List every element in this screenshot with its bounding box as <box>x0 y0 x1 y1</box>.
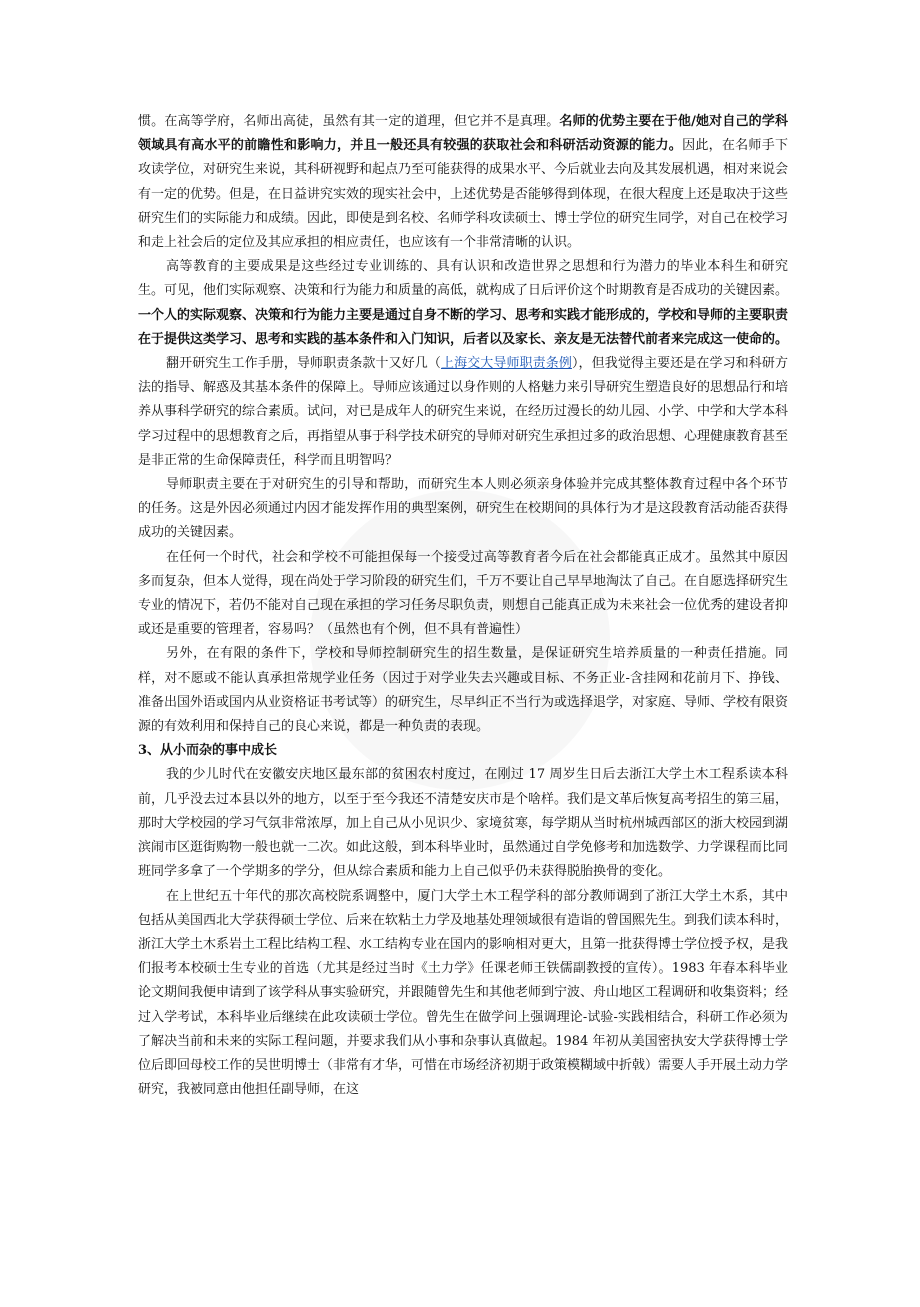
paragraph: 另外，在有限的条件下，学校和导师控制研究生的招生数量，是保证研究生培养质量的一种责任措施。同样，对不愿或不能认真承担常规学业任务（因过于对学业失去兴趣或目标、不务正业-含挂网和花前月下、挣钱、准备出国外语或国内从业资格证书考试等）的研究生，尽早纠正不当行为或选择退学，对家庭、导师、学校有限资源的有效利用和保持自己的良心来说，都是一种负责的表现。 <box>138 646 789 735</box>
paragraph: 在任何一个时代，社会和学校不可能担保每一个接受过高等教育者今后在社会都能真正成才。虽然其中原因多而复杂，但本人觉得，现在尚处于学习阶段的研究生们，千万不要让自己早早地淘汰了自己。在自愿选择研究生专业的情况下，若仍不能对自己现在承担的学习任务尽职负责，则想自己能真正成为未来社会一位优秀的建设者抑或还是重要的管理者，容易吗？（虽然也有个例，但不具有普遍性） <box>138 549 789 638</box>
document-body <box>138 110 788 1102</box>
paragraph: 导师职责主要在于对研究生的引导和帮助，而研究生本人则必须亲身体验并完成其整体教育过程中各个环节的任务。这是外因必须通过内因才能发挥作用的典型案例，研究生在校期间的具体行为才是这段教育活动能否获得成功的关键因素。 <box>138 477 789 541</box>
paragraph: 惯。在高等学府，名师出高徒，虽然有其一定的道理，但它并不是真理。名师的优势主要在于他/她对自己的学科领域具有高水平的前瞻性和影响力，并且一般还具有较强的获取社会和科研活动资源的能力。因此，在名师手下攻读学位，对研究生来说，其科研视野和起点乃至可能获得的成果水平、今后就业去向及其发展机遇，相对来说会有一定的优势。但是，在日益讲究实效的现实社会中，上述优势是否能够得到体现，在很大程度上还是取决于这些研究生们的实际能力和成绩。因此，即使是到名校、名师学科攻读硕士、博士学位的研究生同学，对自己在校学习和走上社会后的定位及其应承担的相应责任，也应该有一个非常清晰的认识。 <box>138 114 789 251</box>
section-heading: 3、从小而杂的事中成长 <box>138 743 278 759</box>
paragraph: 翻开研究生工作手册，导师职责条款十又好几（上海交大导师职责条例），但我觉得主要还是在学习和科研方法的指导、解惑及其基本条件的保障上。导师应该通过以身作则的人格魅力来引导研究生塑造良好的思想品行和培养从事科学研究的综合素质。试问，对已是成年人的研究生来说，在经历过漫长的幼儿园、小学、中学和大学本科学习过程中的思想教育之后，再指望从事于科学技术研究的导师对研究生承担过多的政治思想、心理健康教育甚至是非正常的生命保障责任，科学而且明智吗？ <box>138 356 789 468</box>
bold-emphasis: 名师的优势主要在于他/她对自己的学科领域具有高水平的前瞻性和影响力，并且一般还具有较强的获取社会和科研活动资源的能力。 <box>138 114 788 154</box>
paragraph: 在上世纪五十年代的那次高校院系调整中，厦门大学土木工程学科的部分教师调到了浙江大学土木系，其中包括从美国西北大学获得硕士学位、后来在软粘土力学及地基处理领域很有造诣的曾国熙先生。到我们读本科时，浙江大学土木系岩土工程比结构工程、水工结构专业在国内的影响相对更大，且第一批获得博士学位授予权，是我们报考本校硕士生专业的首选（尤其是经过当时《土力学》任课老师王铁儒副教授的宣传）。1983 年春本科毕业论文期间我便申请到了该学科从事实验研究，并跟随曾先生和其他老师到宁波、舟山地区工程调研和收集资料；经过入学考试，本科毕业后继续在此攻读硕士学位。曾先生在做学问上强调理论-试验-实践相结合，科研工作必须为了解决当前和未来的实际工程问题，并要求我们从小事和杂事认真做起。1984 年初从美国密执安大学获得博士学位后即回母校工作的吴世明博士（非常有才华，可惜在市场经济初期于政策模糊域中折戟）需要人手开展土动力学研究，我被同意由他担任副导师，在这 <box>138 888 789 1098</box>
paragraph: 高等教育的主要成果是这些经过专业训练的、具有认识和改造世界之思想和行为潜力的毕业本科生和研究生。可见，他们实际观察、决策和行为能力和质量的高低，就构成了日后评价这个时期教育是否成功的关键因素。一个人的实际观察、决策和行为能力主要是通过自身不断的学习、思考和实践才能形成的，学校和导师的主要职责在于提供这类学习、思考和实践的基本条件和入门知识，后者以及家长、亲友是无法替代前者来完成这一使命的。 <box>138 259 789 347</box>
duty-regulation-link[interactable]: 上海交大导师职责条例 <box>441 356 572 372</box>
paragraph: 我的少儿时代在安徽安庆地区最东部的贫困农村度过，在刚过 17 周岁生日后去浙江大学土木工程系读本科前，几乎没去过本县以外的地方，以至于至今我还不清楚安庆市是个啥样。我们是文革后恢复高考招生的第三届，那时大学校园的学习气氛非常浓厚，加上自己从小见识少、家境贫寒，每学期从当时杭州城西部区的浙大校园到湖滨闹市区逛街购物一般也就一二次。如此这般，到本科毕业时，虽然通过自学免修考和加选数学、力学课程而比同班同学多拿了一个学期多的学分，但从综合素质和能力上自己似乎仍未获得脱胎换骨的变化。 <box>138 767 789 880</box>
bold-emphasis: 一个人的实际观察、决策和行为能力主要是通过自身不断的学习、思考和实践才能形成的，学校和导师的主要职责在于提供这类学习、思考和实践的基本条件和入门知识，后者以及家长、亲友是无法替代前者来完成这一使命的。 <box>138 307 789 347</box>
